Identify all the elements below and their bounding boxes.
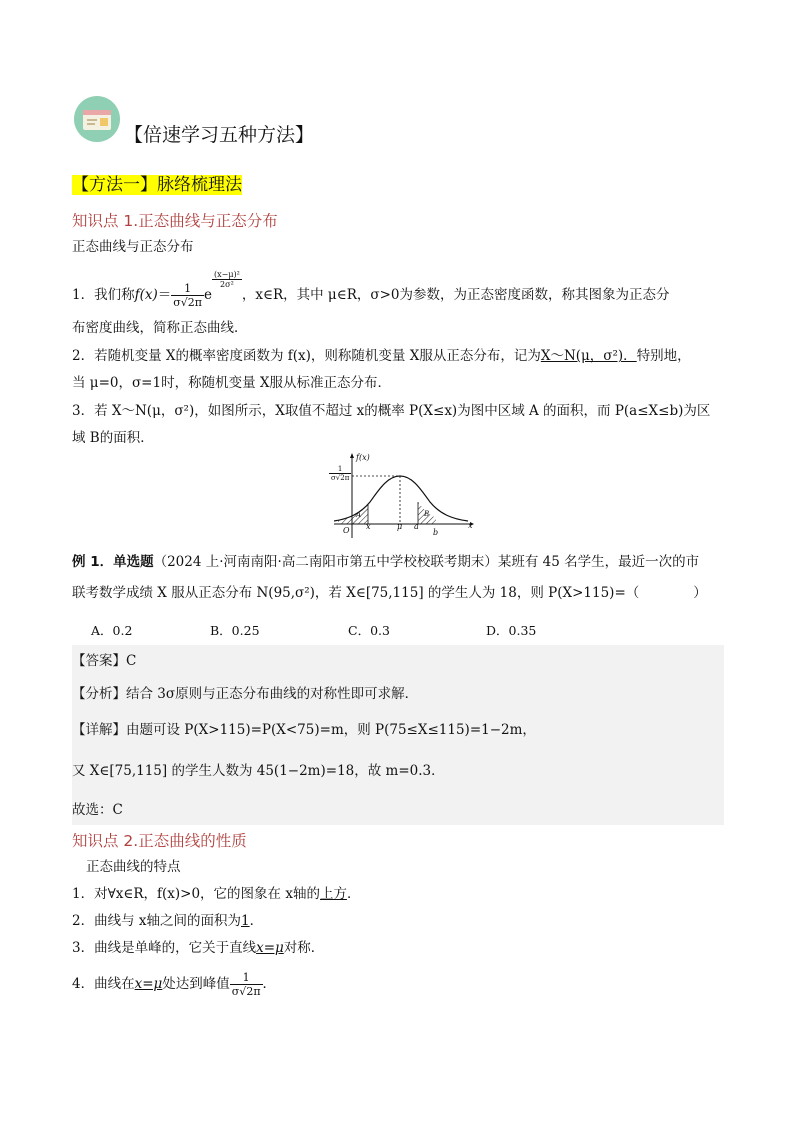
kp1-paragraph-3: 3．若 X～N(μ，σ²)，如图所示，X取值不超过 x的概率 P(X≤x)为图中区域 A 的面积，而 P(a≤X≤b)为区 [72,403,711,419]
option-b[interactable]: B．0.25 [210,623,260,638]
kp2-l3-ul: x=μ [256,940,284,956]
p2-part-b: 特别地， [636,348,691,364]
kp1-title: 知识点 1.正态曲线与正态分布 [72,212,278,230]
kp2-l4-fraction [230,971,263,998]
kp2-l4-end: ． [262,976,277,992]
p1-eq: ＝ [157,287,172,303]
kp1-paragraph-1-line2: 布密度曲线，简称正态曲线． [72,320,248,336]
kp1-paragraph-1 [72,270,669,315]
notebook-icon [73,95,121,143]
p1-frac-num: 1 [171,282,204,296]
fig-peak-den: σ√2π [331,474,350,482]
kp1-paragraph-3-line2: 域 B的面积． [72,430,154,446]
kp2-l1-b: ． [346,886,361,902]
kp2-l1-ul: 上方 [319,886,347,902]
fig-x-tick-label: x [366,522,371,531]
kp1-paragraph-2-line2: 当 μ=0，σ=1时，称随机变量 X服从标准正态分布． [72,375,391,391]
p1-fraction [171,282,204,309]
kp2-item-2 [72,911,263,931]
analysis-line: 【分析】结合 3σ原则与正态分布曲线的对称性即可求解． [72,686,419,702]
example-source: （2024 上·河南南阳·高二南阳市第五中学校校联考期末）某班有 45 名学生，最近一次的市 [153,554,700,570]
kp2-l4-ul: x=μ [134,976,163,992]
method-label [72,174,242,196]
kp2-l2-a: 2．曲线与 x轴之间的面积为 [72,913,241,929]
kp2-l2-ul: 1 [241,913,250,929]
p1-rest: ，x∈R，其中 μ∈R，σ>0为参数，为正态密度函数，称其图象为正态分 [241,287,670,303]
kp2-l4-num: 1 [230,971,263,985]
kp2-l3-b: 对称． [283,940,325,956]
p1-prefix: 1．我们称 [72,287,135,303]
kp2-l4-b: 处达到峰值 [162,976,230,992]
region-a-shade [338,504,368,524]
example-label: 例 1．单选题 [72,554,154,570]
p1-frac-den: σ√2π [173,296,202,309]
normal-curve [334,476,468,521]
fig-region-b-label: B [424,510,430,518]
p1-exp-num: (x−μ)² [214,270,240,279]
option-a[interactable]: A．0.2 [91,623,133,638]
fig-peak-num: 1 [329,465,351,474]
choice-line: 故选：C [72,802,123,818]
method-label-text: 【方法一】脉络梳理法 [72,175,242,195]
kp2-item-3 [72,938,324,958]
kp1-subtitle: 正态曲线与正态分布 [72,239,194,255]
p2-part-a: 2．若随机变量 X的概率密度函数为 f(x)，则称随机变量 X服从正态分布，记为 [72,348,541,364]
fig-origin-label: O [343,526,350,535]
fig-a-label: a [414,522,419,531]
example-question-line2: 联考数学成绩 X 服从正态分布 N(95,σ²)，若 X∈[75,115] 的学生人为 18，则 P(X>115)=（ ） [72,585,707,601]
p1-exponent [212,270,242,289]
detail-line: 【详解】由题可设 P(X>115)=P(X<75)=m，则 P(75≤X≤115)=1−2m， [72,722,536,738]
p1-fx: f(x) [134,287,158,303]
fig-region-a-label: A [356,511,362,519]
kp1-paragraph-2 [72,346,691,366]
kp2-subtitle: 正态曲线的特点 [86,859,181,875]
kp2-l4-a: 4．曲线在 [72,976,135,992]
fig-fx-label: f(x) [356,453,370,462]
option-d[interactable]: D．0.35 [486,623,537,638]
fig-peak-fraction [329,465,351,482]
kp2-item-1 [72,884,360,904]
example-question-line1 [72,552,699,572]
answer-line: 【答案】C [72,653,137,669]
detail-line-2: 又 X∈[75,115] 的学生人数为 45(1−2m)=18，故 m=0.3． [72,763,445,779]
kp2-title: 知识点 2.正态曲线的性质 [72,832,247,850]
option-c[interactable]: C．0.3 [348,623,390,638]
kp2-l3-a: 3．曲线是单峰的，它关于直线 [72,940,257,956]
kp2-l2-b: ． [249,913,264,929]
p1-exp-den: 2σ² [220,280,234,289]
kp2-l1-a: 1．对∀x∈R，f(x)>0，它的图象在 x轴的 [72,886,320,902]
p1-e: e [204,287,212,303]
kp2-item-4 [72,966,276,1002]
page-title: 【倍速学习五种方法】 [124,124,315,146]
p2-notation: X～N(μ，σ²)． [540,348,637,364]
fig-axis-x-label: x [468,521,473,530]
fig-b-label: b [433,528,439,537]
fig-mu-label: μ [397,522,403,531]
kp2-l4-den: σ√2π [231,985,261,998]
